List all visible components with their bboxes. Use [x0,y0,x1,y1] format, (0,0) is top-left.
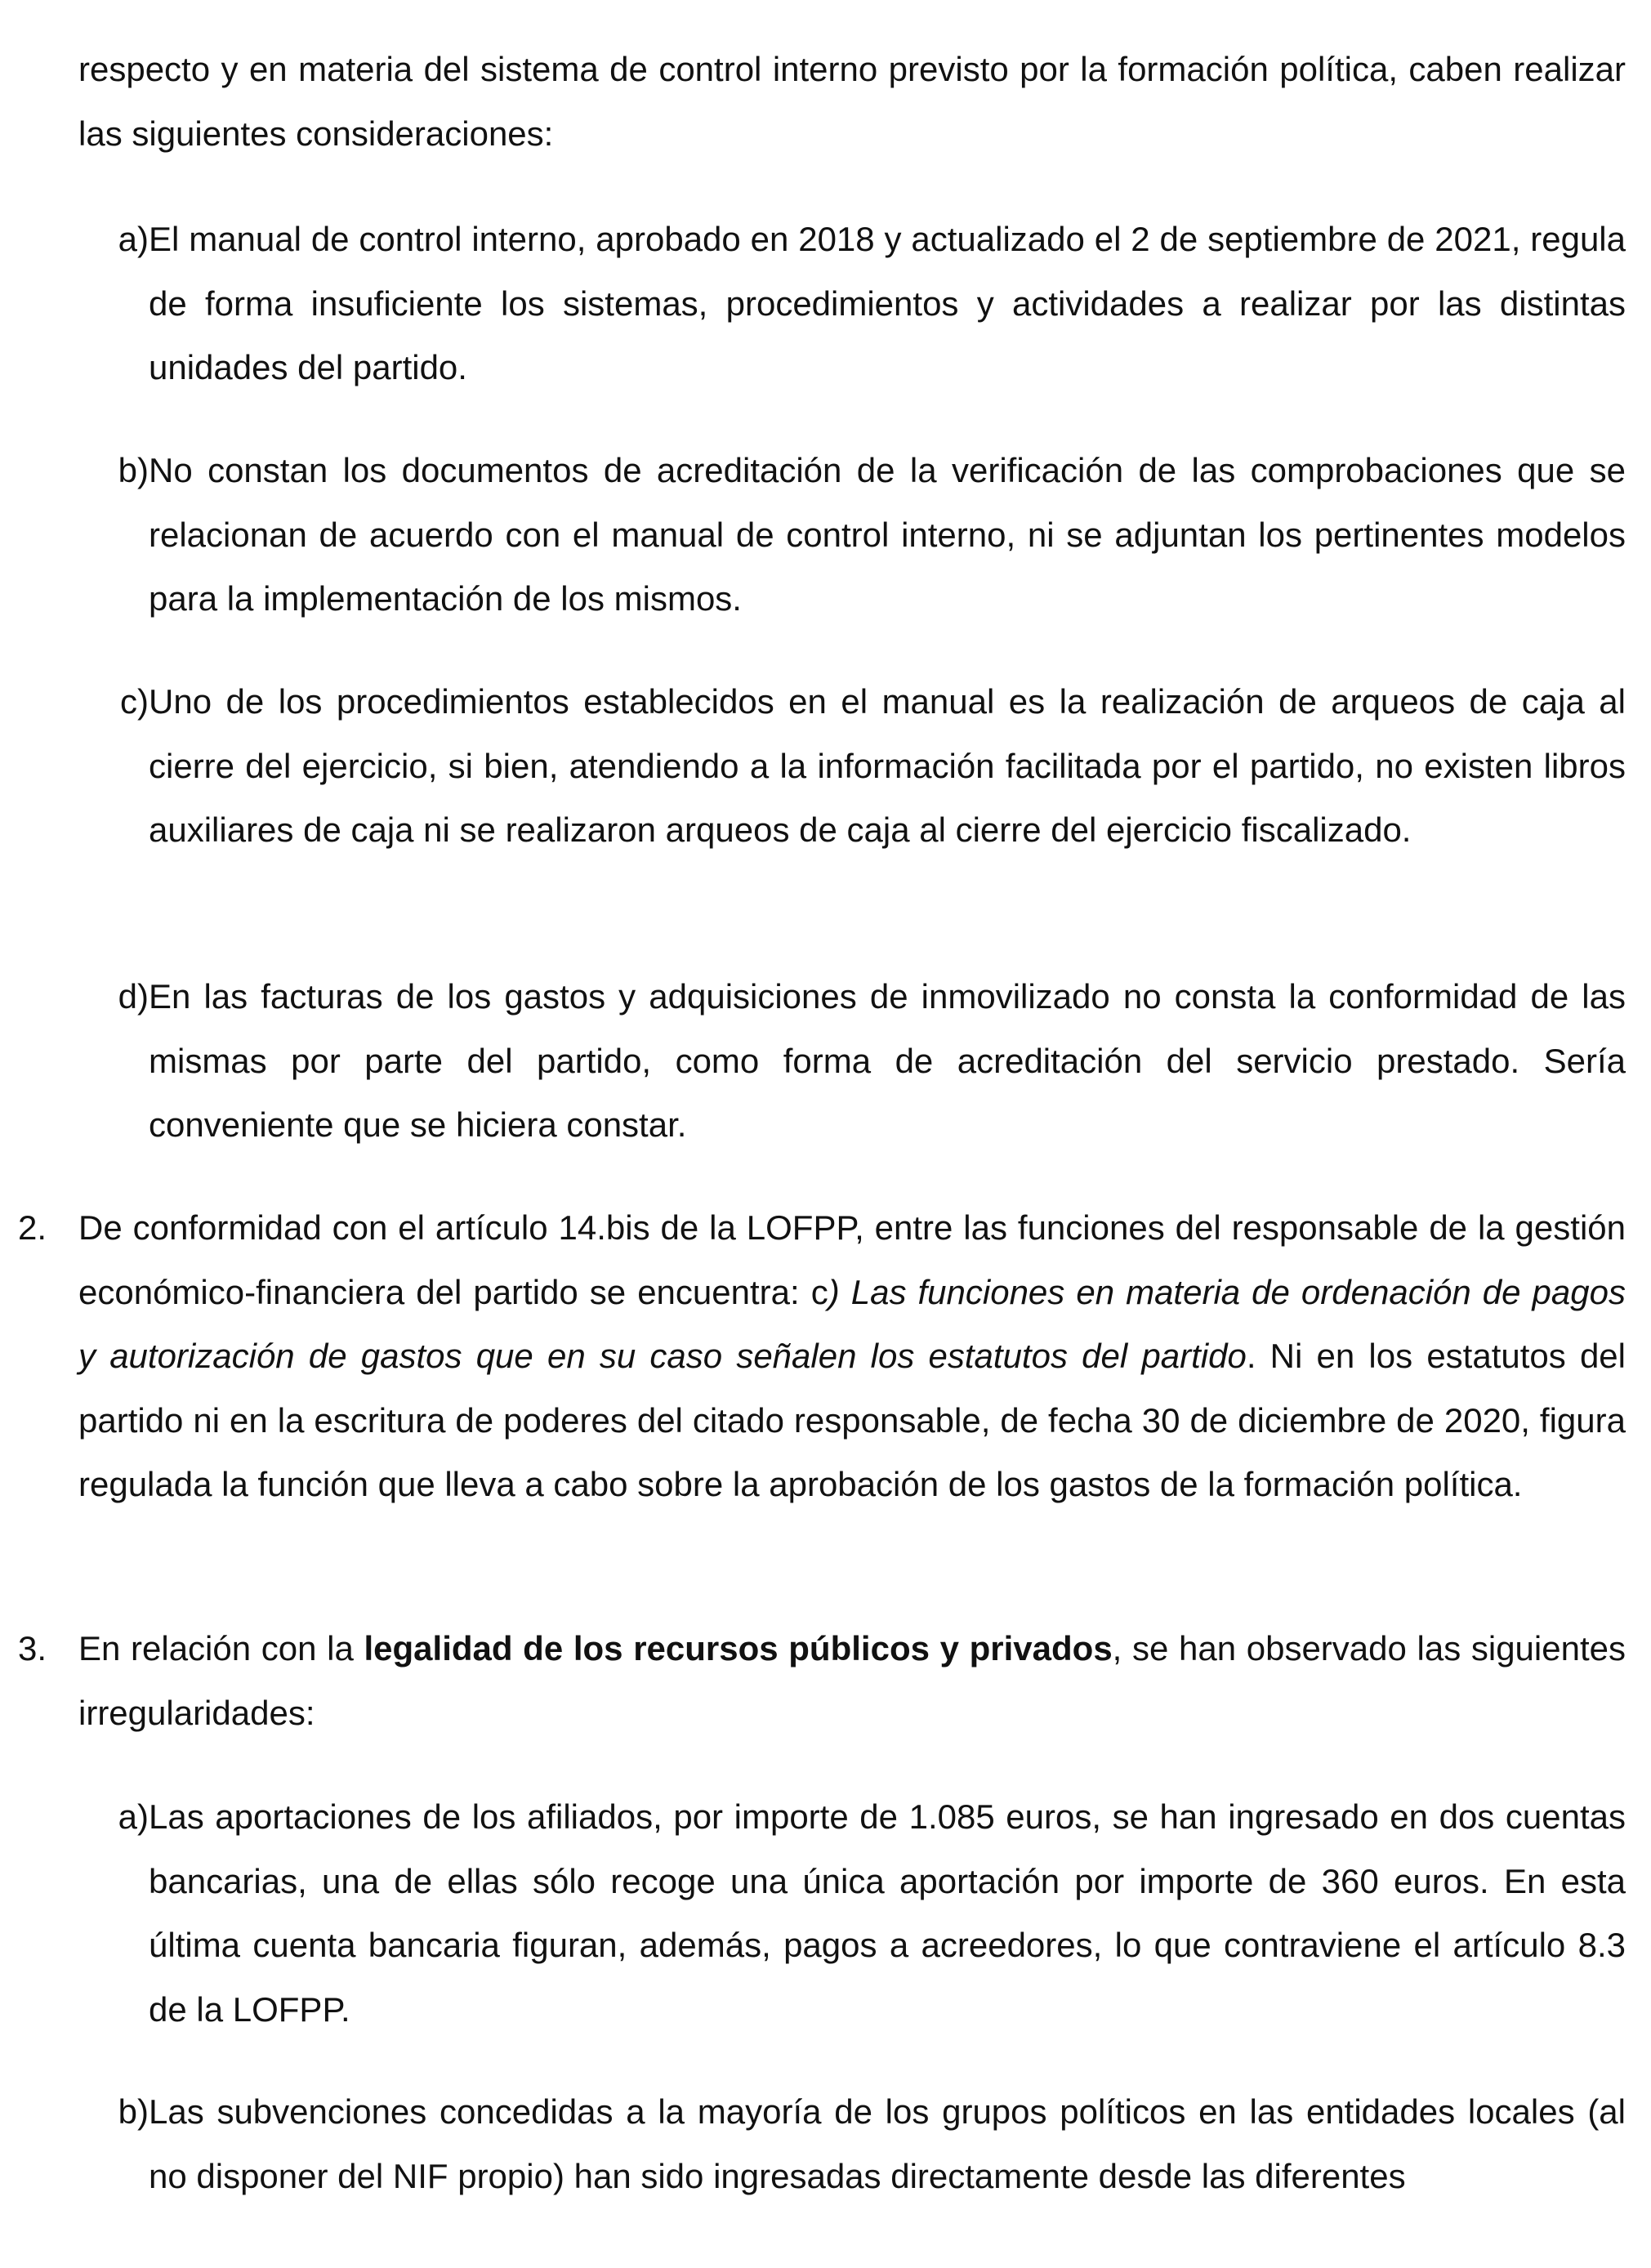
list-item-text: Uno de los procedimientos establecidos en el manual es la realización de arqueos de caja al cierre del ejercicio, si bien, atendiendo a la información facilitada por el partido, no existen libros auxiliares de caja ni se realizaron arqueos de caja al cierre del ejercicio fiscalizado. [149,682,1626,849]
list-item-label: b) [118,451,149,489]
list-item-control-c [78,670,1626,863]
list-item-label: a) [118,1797,149,1836]
point-number: 3. [18,1629,47,1668]
point-2-text-before: De conformidad con el artículo 14.bis de la LOFPP, entre las funciones del responsable de la gestión económico-financiera del partido se encuentra: c [78,1208,1626,1311]
list-item-label: d) [118,977,149,1016]
point-2-text-after: . Ni en los estatutos del partido ni en la escritura de poderes del citado responsable, de fecha 30 de diciembre de 2020, figura regulada la función que lleva a cabo sobre la aprobación de los gastos de la formación política. [78,1337,1626,1503]
point-3-bold-topic: legalidad de los recursos públicos y privados [364,1629,1113,1668]
list-item-label: c) [120,682,149,721]
list-item-text: En las facturas de los gastos y adquisiciones de inmovilizado no consta la conformidad de las mismas por parte del partido, como forma de acreditación del servicio prestado. Sería conveniente que se hiciera constar. [149,977,1626,1144]
list-item-legality-a [78,1785,1626,2042]
list-item-text: Las aportaciones de los afiliados, por importe de 1.085 euros, se han ingresado en dos cuentas bancarias, una de ellas sólo recoge una única aportación por importe de 360 euros. En esta última cuenta bancaria figuran, además, pagos a acreedores, lo que contraviene el artículo 8.3 de la LOFPP. [149,1797,1626,2029]
list-item-control-d [78,965,1626,1158]
point-2-quoted-function: ) Las funciones en materia de ordenación de pagos y autorización de gastos que en su caso señalen los estatutos del partido [78,1272,1626,1375]
point-3-text [78,1617,1626,1745]
list-item-label: b) [118,2092,149,2131]
numbered-point-3 [18,1617,1626,1745]
list-item-text: El manual de control interno, aprobado en 2018 y actualizado el 2 de septiembre de 2021, regula de forma insuficiente los sistemas, procedimientos y actividades a realizar por las distintas unidades del partido. [149,220,1626,386]
point-2-text [78,1196,1626,1517]
intro-paragraph: respecto y en materia del sistema de control interno previsto por la formación política, caben realizar las siguientes consideraciones: [78,50,1626,153]
list-item-text: No constan los documentos de acreditación de la verificación de las comprobaciones que se relacionan de acuerdo con el manual de control interno, ni se adjuntan los pertinentes modelos para la implementación de los mismos. [149,451,1626,618]
list-item-control-b [78,439,1626,632]
list-item-label: a) [118,220,149,258]
point-3-text-before: En relación con la [78,1629,364,1668]
point-number: 2. [18,1208,47,1247]
list-item-text: Las subvenciones concedidas a la mayoría de los grupos políticos en las entidades locales (al no disponer del NIF propio) han sido ingresadas directamente desde las diferentes [149,2092,1626,2195]
list-item-control-a [78,208,1626,400]
list-item-legality-b [78,2080,1626,2208]
numbered-point-2 [18,1196,1626,1517]
point-3-text-after: , se han observado las siguientes irregularidades: [78,1629,1626,1732]
